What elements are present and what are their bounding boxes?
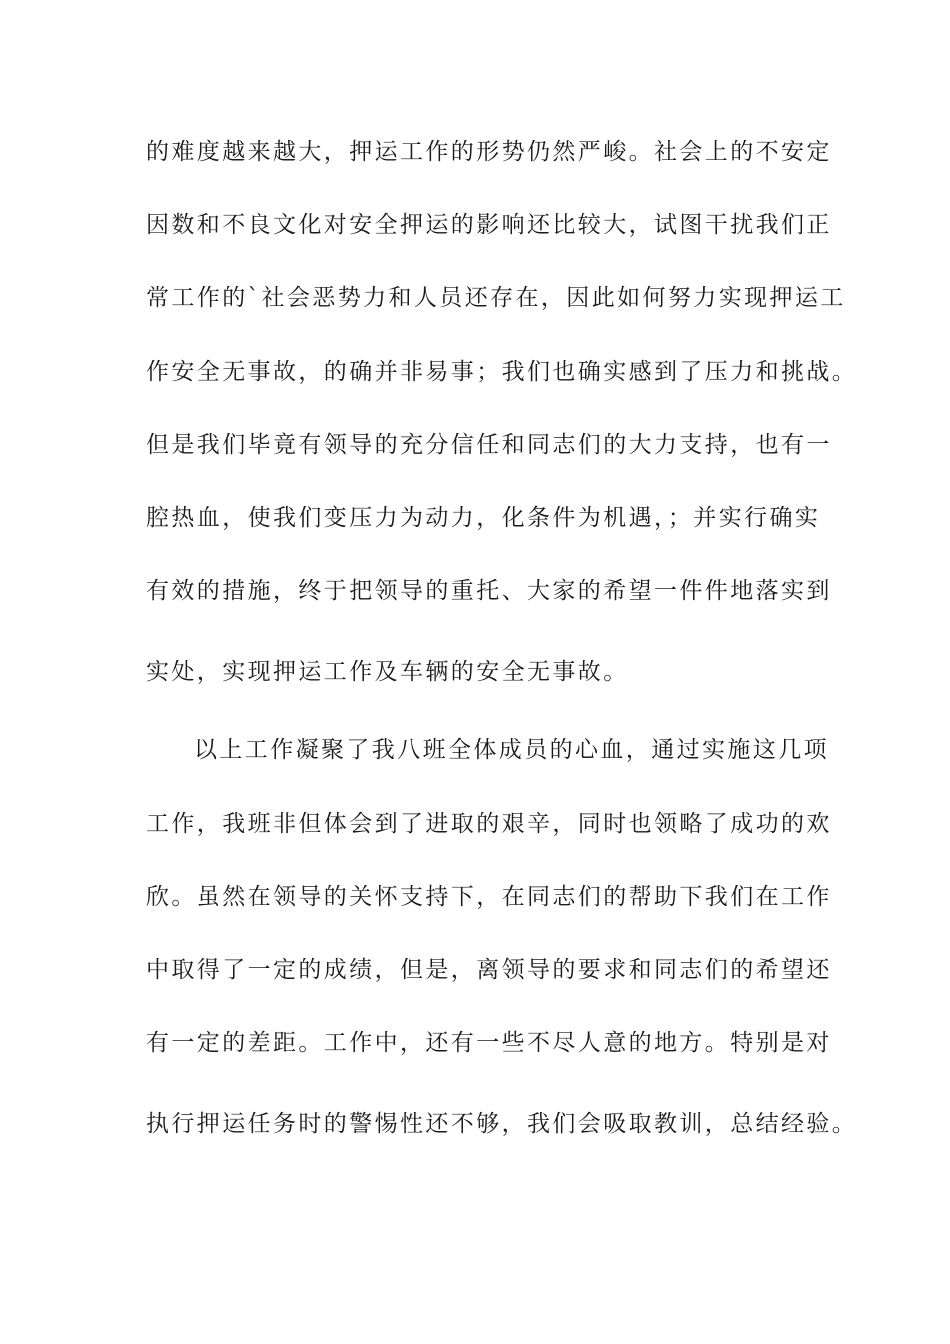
text-line: 作安全无事故，的确并非易事；我们也确实感到了压力和挑战。 bbox=[146, 359, 858, 385]
text-line: 中取得了一定的成绩，但是，离领导的要求和同志们的希望还 bbox=[146, 957, 832, 983]
text-line: 欣。虽然在领导的关怀支持下，在同志们的帮助下我们在工作 bbox=[146, 884, 832, 910]
text-line: 有效的措施，终于把领导的重托、大家的希望一件件地落实到 bbox=[146, 578, 832, 604]
text-line: 工作，我班非但体会到了进取的艰辛，同时也领略了成功的欢 bbox=[146, 811, 832, 837]
text-line: 执行押运任务时的警惕性还不够，我们会吸取教训，总结经验。 bbox=[146, 1111, 858, 1137]
text-line: 实处，实现押运工作及车辆的安全无事故。 bbox=[146, 659, 629, 685]
text-line: 因数和不良文化对安全押运的影响还比较大，试图干扰我们正 bbox=[146, 212, 832, 238]
text-line: 常工作的`社会恶势力和人员还存在，因此如何努力实现押运工 bbox=[146, 285, 846, 311]
text-line: 有一定的差距。工作中，还有一些不尽人意的地方。特别是对 bbox=[146, 1030, 832, 1056]
text-line: 但是我们毕竟有领导的充分信任和同志们的大力支持，也有一 bbox=[146, 432, 832, 458]
text-line: 腔热血，使我们变压力为动力，化条件为机遇，；并实行确实 bbox=[146, 505, 821, 531]
paragraph-first-line: 以上工作凝聚了我八班全体成员的心血，通过实施这几项 bbox=[194, 737, 829, 763]
text-line: 的难度越来越大，押运工作的形势仍然严峻。社会上的不安定 bbox=[146, 139, 832, 165]
